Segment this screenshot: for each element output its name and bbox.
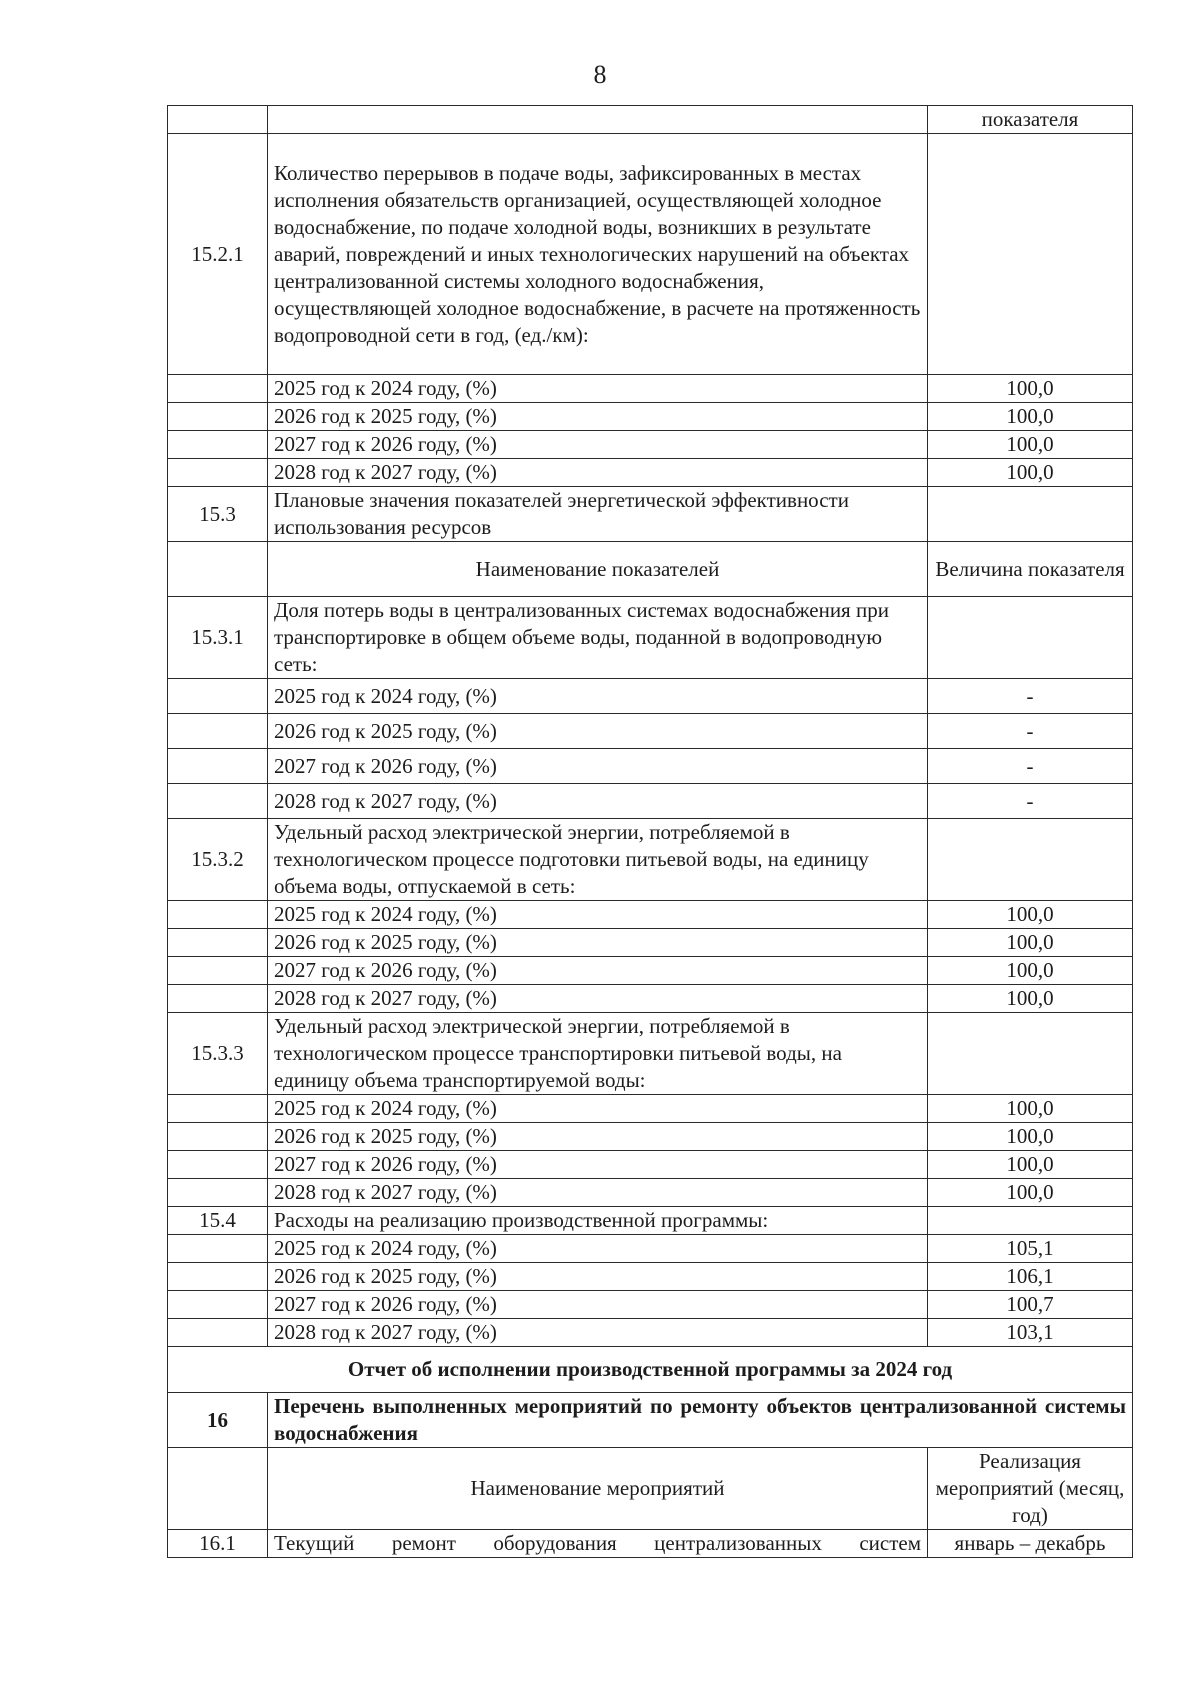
row-value: 100,0: [928, 1151, 1133, 1179]
row-label: 2028 год к 2027 году, (%): [268, 459, 928, 487]
row-label: 2028 год к 2027 году, (%): [268, 1179, 928, 1207]
row-value: 106,1: [928, 1263, 1133, 1291]
row-label: 2025 год к 2024 году, (%): [268, 679, 928, 714]
row-label: 2027 год к 2026 году, (%): [268, 1151, 928, 1179]
row-value: январь – декабрь: [928, 1530, 1133, 1558]
row-label: 2025 год к 2024 году, (%): [268, 1235, 928, 1263]
row-value: -: [928, 784, 1133, 819]
section-row-15-3: [168, 487, 1133, 542]
row-value: 100,0: [928, 901, 1133, 929]
cell-empty: [168, 403, 268, 431]
section-row-15-3-3: [168, 1013, 1133, 1095]
cell-empty: [168, 679, 268, 714]
row-value: 105,1: [928, 1235, 1133, 1263]
row-label: 2027 год к 2026 году, (%): [268, 957, 928, 985]
section-number: 15.3.2: [168, 819, 268, 901]
cell-empty: [168, 106, 268, 134]
table-row: [168, 1123, 1133, 1151]
cell-empty: [168, 929, 268, 957]
cell-empty: [928, 487, 1133, 542]
section-row-16-1: [168, 1530, 1133, 1558]
row-label: 2028 год к 2027 году, (%): [268, 1319, 928, 1347]
column-header-value: Реализация мероприятий (месяц, год): [928, 1448, 1133, 1530]
row-value: -: [928, 714, 1133, 749]
page-number: 8: [593, 60, 607, 89]
column-header-name: Наименование мероприятий: [268, 1448, 928, 1530]
section-number: 16: [168, 1393, 268, 1448]
table-row: [168, 901, 1133, 929]
cell-empty: [928, 134, 1133, 375]
row-label: 2026 год к 2025 году, (%): [268, 403, 928, 431]
cell-empty: [168, 985, 268, 1013]
section-description: Удельный расход электрической энергии, потребляемой в технологическом процессе транспортировки питьевой воды, на единицу объема транспортируемой воды:: [268, 1013, 928, 1095]
cell-empty: [168, 1151, 268, 1179]
cell-empty: [928, 819, 1133, 901]
row-label: 2026 год к 2025 году, (%): [268, 929, 928, 957]
row-value: 100,0: [928, 957, 1133, 985]
section-row-15-2-1: [168, 134, 1133, 375]
table-row: [168, 1235, 1133, 1263]
cell-empty: [168, 784, 268, 819]
table-row: [168, 1151, 1133, 1179]
cell-empty: [928, 1207, 1133, 1235]
cell-empty: [268, 106, 928, 134]
row-value: 100,7: [928, 1291, 1133, 1319]
cell-empty: [168, 749, 268, 784]
value-column-header: показателя: [928, 106, 1133, 134]
table-row: [168, 784, 1133, 819]
column-header-value: Величина показателя: [928, 542, 1133, 597]
report-title: Отчет об исполнении производственной программы за 2024 год: [168, 1347, 1133, 1393]
column-header-name: Наименование показателей: [268, 542, 928, 597]
row-value: 103,1: [928, 1319, 1133, 1347]
row-value: 100,0: [928, 929, 1133, 957]
cell-empty: [168, 901, 268, 929]
section-number: 16.1: [168, 1530, 268, 1558]
row-label: 2025 год к 2024 году, (%): [268, 901, 928, 929]
section-row-15-3-2: [168, 819, 1133, 901]
cell-empty: [168, 714, 268, 749]
section-number: 15.3: [168, 487, 268, 542]
row-label: 2026 год к 2025 году, (%): [268, 714, 928, 749]
table-row: [168, 375, 1133, 403]
table-row: [168, 1095, 1133, 1123]
table-row: [168, 403, 1133, 431]
cell-empty: [168, 1179, 268, 1207]
table-row: [168, 431, 1133, 459]
row-label: 2027 год к 2026 году, (%): [268, 1291, 928, 1319]
row-value: 100,0: [928, 375, 1133, 403]
section-description: Доля потерь воды в централизованных системах водоснабжения при транспортировке в общем объеме воды, поданной в водопроводную сеть:: [268, 597, 928, 679]
row-label: 2026 год к 2025 году, (%): [268, 1263, 928, 1291]
cell-empty: [168, 1095, 268, 1123]
row-label: 2025 год к 2024 году, (%): [268, 375, 928, 403]
cell-empty: [168, 542, 268, 597]
section-row-15-3-1: [168, 597, 1133, 679]
table-row: [168, 459, 1133, 487]
row-value: 100,0: [928, 1179, 1133, 1207]
table-row: [168, 957, 1133, 985]
section-description: Плановые значения показателей энергетической эффективности использования ресурсов: [268, 487, 928, 542]
section-row-16: [168, 1393, 1133, 1448]
row-label: 2028 год к 2027 году, (%): [268, 985, 928, 1013]
row-value: 100,0: [928, 1123, 1133, 1151]
indicators-table: [167, 105, 1133, 1558]
column-headers-row: [168, 1448, 1133, 1530]
row-label: 2027 год к 2026 году, (%): [268, 431, 928, 459]
row-value: 100,0: [928, 403, 1133, 431]
table-row: [168, 929, 1133, 957]
table-header-continuation: [168, 106, 1133, 134]
section-description: Текущий ремонт оборудования централизованных систем: [268, 1530, 928, 1558]
table-row: [168, 1291, 1133, 1319]
section-row-15-4: [168, 1207, 1133, 1235]
row-value: 100,0: [928, 1095, 1133, 1123]
row-label: 2027 год к 2026 году, (%): [268, 749, 928, 784]
row-label: 2028 год к 2027 году, (%): [268, 784, 928, 819]
cell-empty: [168, 1448, 268, 1530]
row-value: 100,0: [928, 431, 1133, 459]
cell-empty: [168, 431, 268, 459]
cell-empty: [168, 1291, 268, 1319]
row-label: 2026 год к 2025 году, (%): [268, 1123, 928, 1151]
cell-empty: [168, 459, 268, 487]
cell-empty: [168, 375, 268, 403]
section-number: 15.3.1: [168, 597, 268, 679]
table-row: [168, 985, 1133, 1013]
table-row: [168, 1263, 1133, 1291]
table-row: [168, 1319, 1133, 1347]
section-description: Удельный расход электрической энергии, потребляемой в технологическом процессе подготовки питьевой воды, на единицу объема воды, отпускаемой в сеть:: [268, 819, 928, 901]
row-value: 100,0: [928, 459, 1133, 487]
table-row: [168, 749, 1133, 784]
cell-empty: [168, 957, 268, 985]
section-number: 15.3.3: [168, 1013, 268, 1095]
row-label: 2025 год к 2024 году, (%): [268, 1095, 928, 1123]
table-row: [168, 679, 1133, 714]
row-value: -: [928, 679, 1133, 714]
table-row: [168, 714, 1133, 749]
cell-empty: [168, 1263, 268, 1291]
column-headers-row: [168, 542, 1133, 597]
section-number: 15.2.1: [168, 134, 268, 375]
cell-empty: [928, 1013, 1133, 1095]
cell-empty: [168, 1235, 268, 1263]
section-description: Количество перерывов в подаче воды, зафиксированных в местах исполнения обязательств организацией, осуществляющей холодное водоснабжение, по подаче холодной воды, возникших в результате аварий, повреждений и иных технологических нарушений на объектах централизованной системы холодного водоснабжения, осуществляющей холодное водоснабжение, в расчете на протяженность водопроводной сети в год, (ед./км):: [268, 134, 928, 375]
cell-empty: [168, 1123, 268, 1151]
report-title-row: [168, 1347, 1133, 1393]
cell-empty: [928, 597, 1133, 679]
section-description: Расходы на реализацию производственной программы:: [268, 1207, 928, 1235]
table-row: [168, 1179, 1133, 1207]
row-value: -: [928, 749, 1133, 784]
cell-empty: [168, 1319, 268, 1347]
section-description: Перечень выполненных мероприятий по ремонту объектов централизованной системы водоснабжения: [268, 1393, 1133, 1448]
row-value: 100,0: [928, 985, 1133, 1013]
section-number: 15.4: [168, 1207, 268, 1235]
